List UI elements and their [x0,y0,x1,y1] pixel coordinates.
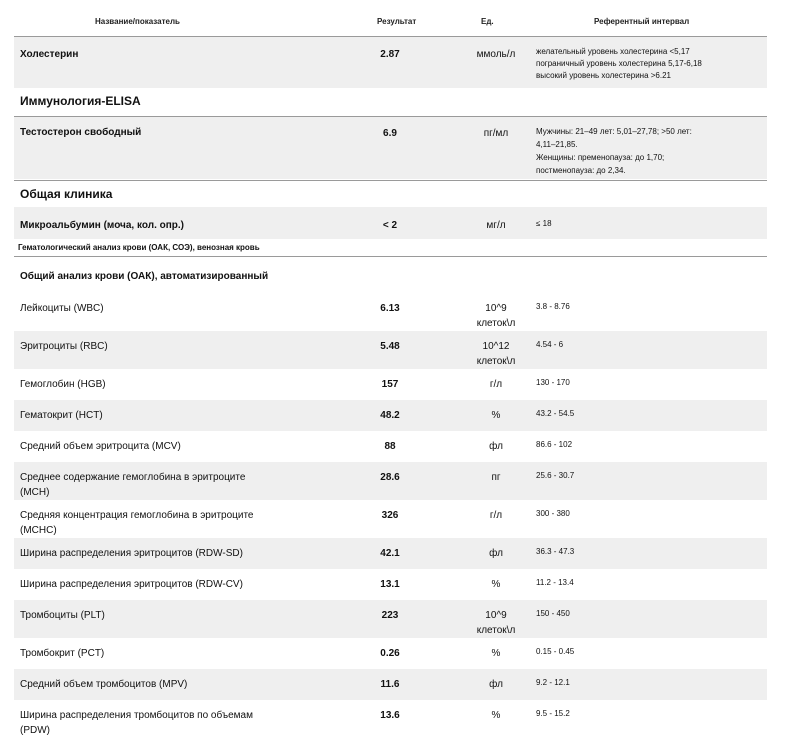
test-unit: г/л [489,379,503,390]
test-unit: пг [491,472,501,483]
test-unit: фл [489,441,503,452]
header-unit: Ед. [481,17,494,26]
test-unit: 10^9 клеток\л [476,303,516,329]
test-result: 0.26 [380,648,400,659]
test-result: < 2 [382,220,398,231]
test-name: Холестерин [20,49,79,60]
test-ref: 36.3 - 47.3 [536,547,575,556]
table-row [14,331,767,369]
test-result: 11.6 [380,679,400,690]
header-ref: Референтный интервал [594,17,690,26]
test-ref: 300 - 380 [536,509,570,518]
test-name: Среднее содержание гемоглобина в эритроците (MCH) [20,472,246,498]
test-ref: 3.8 - 8.76 [536,302,570,311]
test-unit: 10^9 клеток\л [476,610,516,636]
table-row [14,600,767,638]
test-ref: 11.2 - 13.4 [536,578,574,587]
test-name: Тромбоциты (PLT) [20,610,105,621]
test-name: Гематокрит (HCT) [20,410,103,421]
section-immunology: Иммунология-ELISA [14,92,767,117]
section-cbc: Общий анализ крови (ОАК), автоматизированный [20,271,269,282]
test-ref: желательный уровень холестерина <5,17 пограничный уровень холестерина 5,17-6,18 высокий уровень холестерина >6.21 [536,47,702,80]
table-row [14,669,767,700]
test-ref: 150 - 450 [536,609,570,618]
table-header [0,10,787,34]
test-ref: 130 - 170 [536,378,570,387]
test-result: 48.2 [380,410,400,421]
test-ref: 9.2 - 12.1 [536,678,570,687]
table-row [14,569,767,600]
table-row [14,638,767,669]
test-ref: 86.6 - 102 [536,440,573,449]
test-unit: % [491,710,501,721]
table-row [14,500,767,538]
header-name: Название/показатель [95,17,180,26]
test-result: 28.6 [380,472,400,483]
test-ref: 9.5 - 15.2 [536,709,570,718]
test-unit: пг/мл [483,128,509,139]
test-unit: % [491,648,501,659]
section-clinic: Общая клиника [14,180,767,208]
test-ref: ≤ 18 [536,219,552,228]
test-unit: ммоль/л [476,49,516,60]
test-unit: % [491,579,501,590]
test-unit: фл [489,548,503,559]
header-result: Результат [377,17,417,26]
test-result: 2.87 [380,49,400,60]
test-name: Средний объем эритроцита (MCV) [20,441,181,452]
test-result: 6.9 [383,128,397,139]
test-name: Эритроциты (RBC) [20,341,108,352]
test-unit: г/л [489,510,503,521]
test-result: 42.1 [380,548,400,559]
test-ref: 4.54 - 6 [536,340,564,349]
test-name: Тромбокрит (PCT) [20,648,105,659]
table-row [14,462,767,500]
table-row-testosterone [14,117,767,179]
test-name: Микроальбумин (моча, кол. опр.) [20,220,184,231]
test-name: Средняя концентрация гемоглобина в эритроците (MCHC) [20,510,254,536]
test-ref: 43.2 - 54.5 [536,409,575,418]
test-name: Ширина распределения эритроцитов (RDW-SD) [20,548,243,559]
test-name: Средний объем тромбоцитов (MPV) [20,679,188,690]
test-name: Ширина распределения эритроцитов (RDW-CV) [20,579,243,590]
test-result: 5.48 [380,341,400,352]
section-hematology: Гематологический анализ крови (ОАК, СОЭ), венозная кровь [14,240,767,257]
table-row [14,369,767,400]
table-row-cholesterol [14,36,767,88]
table-row [14,431,767,462]
test-name: Лейкоциты (WBC) [20,303,104,314]
test-ref: 0.15 - 0.45 [536,647,575,656]
test-result: 326 [381,510,399,521]
table-row [14,538,767,569]
test-result: 157 [381,379,399,390]
table-row-microalbumin [14,207,767,239]
test-name: Ширина распределения тромбоцитов по объемам (PDW) [20,710,253,736]
test-unit: 10^12 клеток\л [476,341,516,367]
test-result: 13.6 [380,710,400,721]
test-result: 223 [381,610,399,621]
table-row [14,700,767,738]
test-ref: 25.6 - 30.7 [536,471,575,480]
test-ref: Мужчины: 21–49 лет: 5,01–27,78; >50 лет: 4,11–21,85. Женщины: пременопауза: до 1,70; постменопауза: до 2,34. [536,127,692,175]
test-unit: % [491,410,501,421]
test-name: Гемоглобин (HGB) [20,379,106,390]
table-row [14,293,767,331]
table-row [14,400,767,431]
test-result: 88 [384,441,396,452]
test-unit: мг/л [486,220,506,231]
test-result: 13.1 [380,579,400,590]
test-unit: фл [489,679,503,690]
test-result: 6.13 [380,303,400,314]
test-name: Тестостерон свободный [20,127,142,138]
